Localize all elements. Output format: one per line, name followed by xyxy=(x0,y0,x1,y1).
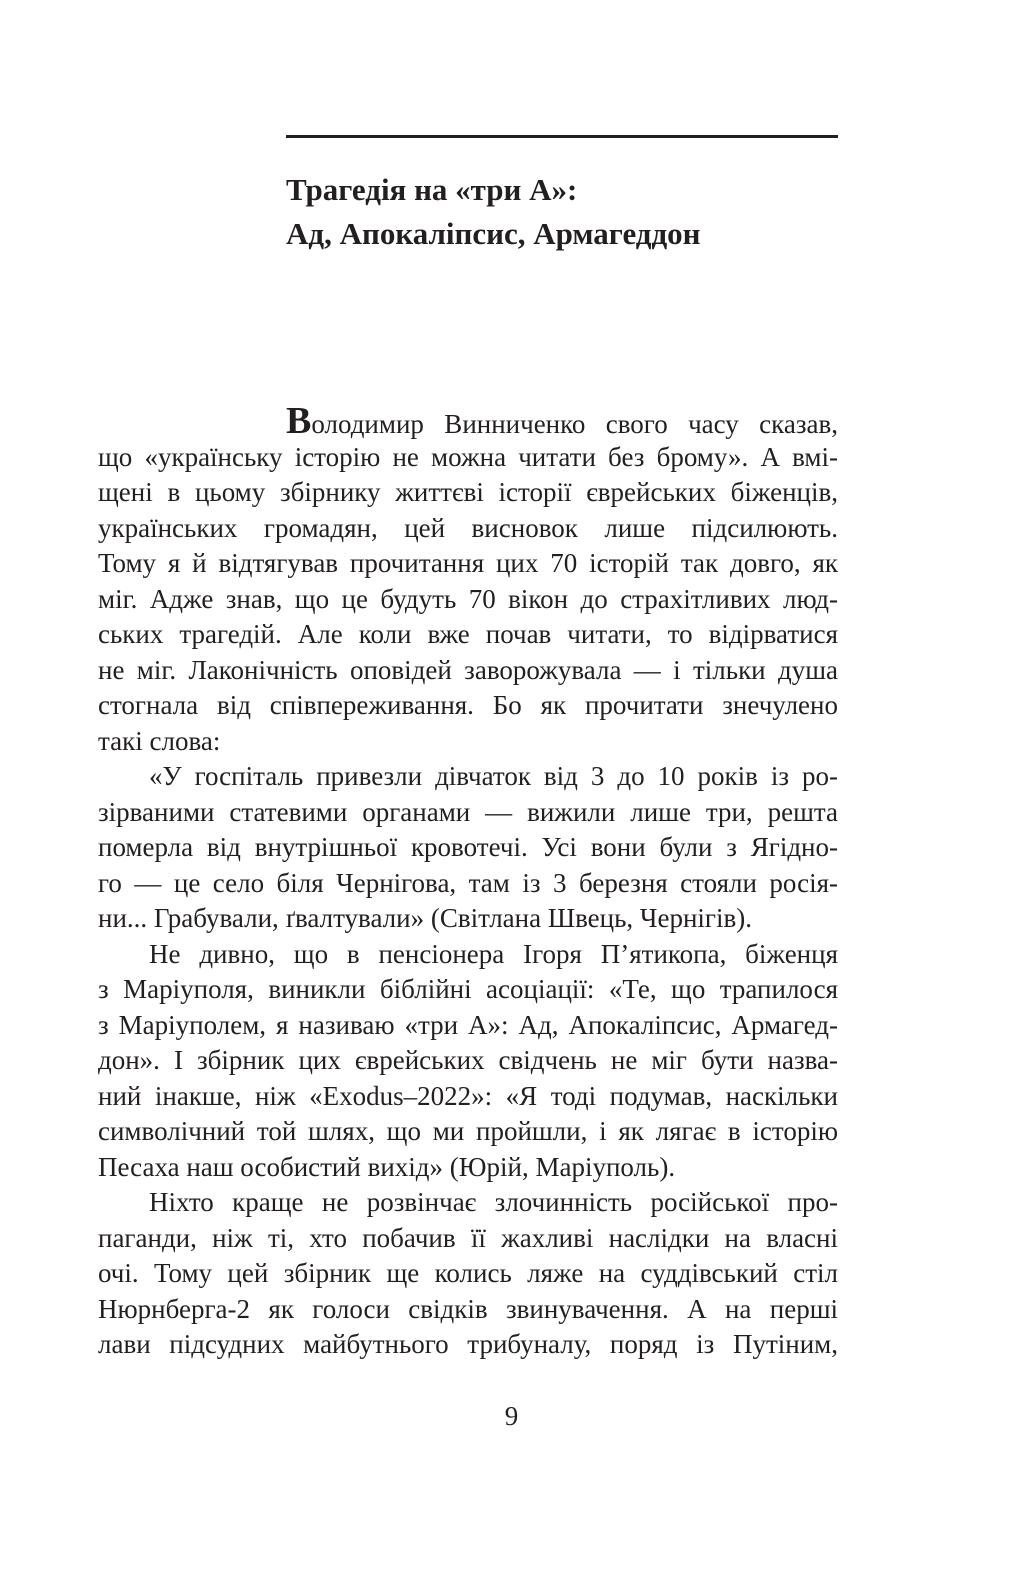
text-line-18: з Маріуполем, я називаю «три А»: Ад, Апокаліпсис, Армагед- xyxy=(98,1009,838,1040)
text-line-24: паганди, ніж ті, хто побачив її жахливі наслідки на власні xyxy=(98,1222,838,1253)
text-line-7: ських трагедій. Але коли вже почав читати, то відірватися xyxy=(98,619,838,649)
text-line-1-content: олодимир Винниченко свого часу сказав, xyxy=(311,409,838,439)
text-line-14: го — це село біля Чернігова, там із 3 березня стояли росія- xyxy=(98,867,838,898)
text-line-15: ни... Грабували, ґвалтували» (Світлана Швець, Чернігів). xyxy=(98,903,752,933)
drop-cap: В xyxy=(286,400,312,442)
text-line-2: що «українську історію не можна читати без брому». А вмі- xyxy=(98,441,838,472)
chapter-title-line-1: Трагедія на «три А»: xyxy=(286,172,578,207)
text-line-23: Ніхто краще не розвінчає злочинність російської про- xyxy=(149,1187,838,1217)
text-line-11: «У госпіталь привезли дівчаток від 3 до 10 років із ро- xyxy=(149,761,838,791)
text-line-20: ний інакше, ніж «Exodus–2022»: «Я тоді подумав, наскільки xyxy=(98,1080,838,1111)
text-line-5: Тому я й відтягував прочитання цих 70 історій так довго, як xyxy=(98,548,838,578)
text-line-19: дон». І збірник цих єврейських свідчень не міг бути назва- xyxy=(98,1045,838,1075)
text-line-16: Не дивно, що в пенсіонера Ігоря П’ятикопа, біженця xyxy=(149,938,838,969)
text-line-21: символічний той шлях, що ми пройшли, і як лягає в історію xyxy=(98,1116,838,1146)
text-line-8: не міг. Лаконічність оповідей заворожувала — і тільки душа xyxy=(98,654,838,685)
title-rule xyxy=(286,135,838,138)
chapter-title xyxy=(286,168,701,256)
text-line-3: щені в цьому збірнику життєві історії єврейських біженців, xyxy=(98,477,838,507)
text-line-17: з Маріуполя, виникли біблійні асоціації: «Те, що трапилося xyxy=(98,974,838,1004)
text-line-12: зірваними статевими органами — вижили лише три, решта xyxy=(98,796,838,827)
body-text xyxy=(98,400,838,1363)
page-number: 9 xyxy=(504,1401,519,1431)
text-line-1 xyxy=(98,400,838,442)
text-line-9: стогнала від співпереживання. Бо як прочитати знечулено xyxy=(98,690,838,720)
text-line-13: померла від внутрішньої кровотечі. Усі вони були з Ягідно- xyxy=(98,832,838,862)
chapter-title-line-2: Ад, Апокаліпсис, Армагеддон xyxy=(286,216,701,251)
text-line-10: такі слова: xyxy=(98,725,221,756)
text-line-25: очі. Тому цей збірник ще колись ляже на суддівський стіл xyxy=(98,1258,838,1288)
text-line-22: Песаха наш особистий вихід» (Юрій, Маріуполь). xyxy=(98,1151,676,1182)
text-line-6: міг. Адже знав, що це будуть 70 вікон до страхітливих люд- xyxy=(98,583,838,614)
text-line-27: лави підсудних майбутнього трибуналу, поряд із Путіним, xyxy=(98,1329,838,1359)
text-line-26: Нюрнберга-2 як голоси свідків звинувачення. А на перші xyxy=(98,1293,838,1324)
text-line-4: українських громадян, цей висновок лише підсилюють. xyxy=(98,512,838,543)
